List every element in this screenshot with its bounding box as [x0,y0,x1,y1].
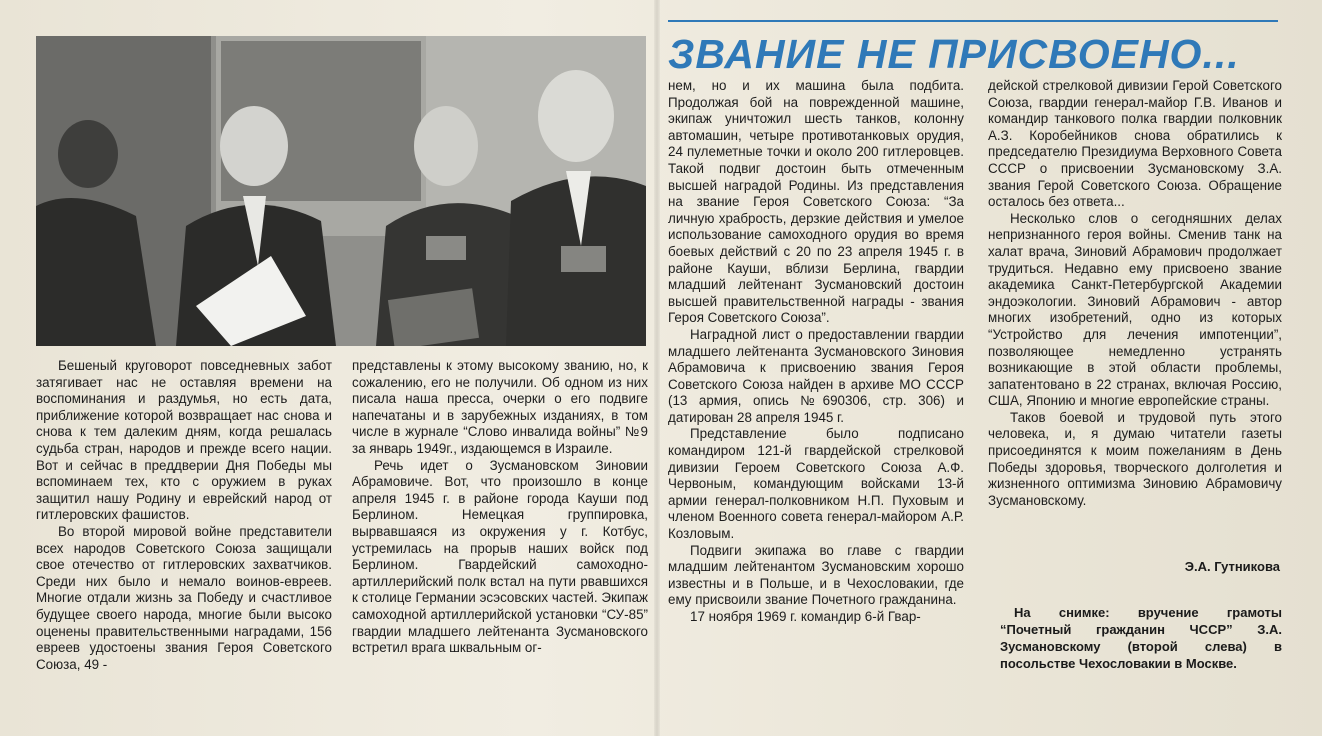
column-1 [36,358,332,688]
paragraph: Наградной лист о предоставлении гвардии младшего лейтенанта Зусмановского Зиновия Абрамовича к присвоению звания Героя Советского Союза найден в архиве МО СССР (13 армия, опись №690306, стр. 306) и датирован 28 апреля 1945 г. [668,326,964,425]
paragraph: Подвиги экипажа во главе с гвардии младшим лейтенантом Зусмановским хорошо известны и в Польше, и в Чехословакии, где ему присвоили звание Почетного гражданина. [668,542,964,608]
paragraph: нем, но и их машина была подбита. Продолжая бой на поврежденной машине, экипаж уничтожил шесть танков, колонну автомашин, четыре противотанковых орудия, 24 пулеметные точки и около 200 гитлеровцев. Такой подвиг достоин быть отмеченным высшей наградой Родины. Из представления на звание Героя Советского Союза: “За личную храбрость, дерзкие действия и умелое использование самоходного орудия во время боевых действий с 20 по 23 апреля 1945 г. в районе Кауши, вблизи Берлина, гвардии младший лейтенант Зусмановский достоин высшей правительственной награды - звания Героя Советского Союза”. [668,78,964,326]
column-2 [352,358,648,688]
column-3 [668,78,964,690]
paragraph: дейской стрелковой дивизии Герой Советского Союза, гвардии генерал-майор Г.В. Иванов и командир танкового полка гвардии полковник А.З. Коробейников снова обратились к председателю Президиума Верховного Совета СССР о присвоении Зусмановскому З.А. звания Герой Советского Союза. Обращение осталось без ответа... [988,78,1282,210]
article-photo [36,36,646,346]
top-rule [668,20,1278,22]
column-4 [988,78,1282,538]
paragraph: Несколько слов о сегодняшних делах непризнанного героя войны. Сменив танк на халат врача, Зиновий Абрамович продолжает трудиться. Недавно ему присвоено звание академика Санкт-Петербургской Академии эндоэкологии. Зиновий Абрамович - автор многих изобретений, одно из которых “Устройство для лечения импотенции”, позволяющее немедленно устранять возникающие в этой области проблемы, запатентовано в 22 странах, включая Россию, США, Японию и многие европейские страны. [988,210,1282,409]
paragraph: представлены к этому высокому званию, но, к сожалению, его не получили. Об одном из них писала наша пресса, очерки о его подвиге напечатаны и в зарубежных изданиях, в том числе в журнале “Слово инвалида войны” №9 за январь 1949г., издающемся в Израиле. [352,358,648,456]
photo-caption: На снимке: вручение грамоты “Почетный гражданин ЧССР” З.А. Зусмановскому (второй слева) в посольстве Чехословакии в Москве. [1000,605,1282,671]
paragraph: 17 ноября 1969 г. командир 6-й Гвар- [690,609,921,624]
paper-fold [654,0,660,736]
headline: ЗВАНИЕ НЕ ПРИСВОЕНО... [668,31,1240,77]
paragraph: Таков боевой и трудовой путь этого человека, и, я думаю читатели газеты присоединятся к моим пожеланиям в День Победы здоровья, творческого долголетия и жизненного оптимизма Зиновию Абрамовичу Зусмановскому. [988,409,1282,508]
paragraph: Во второй мировой войне представители всех народов Советского Союза защищали свое отечество от гитлеровских захватчиков. Среди них было и немало воинов-евреев. Многие отдали жизнь за Победу и счастливое будущее своего народа, многие были высоко оценены правительственными наградами, 156 евреев удостоены звания Героя Советского Союза, 49 - [36,523,332,672]
paragraph: Представление было подписано командиром 121-й гвардейской стрелковой дивизии Героем Советского Союза А.Ф. Червоным, командующим войсками 13-й армии генерал-полковником Н.П. Пуховым и членом Военного совета генерал-майором А.Р. Козловым. [668,426,964,542]
paragraph: Бешеный круговорот повседневных забот затягивает нас не оставляя времени на воспоминания и раздумья, но есть дата, приближение которой возвращает нас снова и снова к тем далеким дням, когда решалась судьба стран, народов и прежде всего нации. Вот и сейчас в преддверии Дня Победы мы вспоминаем тех, кто с оружием в руках защитил нашу Родину и еврейский народ от гитлеровских фашистов. [36,358,332,523]
author-signature: Э.А. Гутникова [1184,559,1280,574]
paragraph: Речь идет о Зусмановском Зиновии Абрамовиче. Вот, что произошло в конце апреля 1945 г. в районе города Кауши под Берлином. Немецкая группировка, вырвавшаяся из окружения у г. Котбус, устремилась на прорыв наших войск под Берлином. Гвардейский самоходно-артиллерийский полк встал на пути рвавшихся к столице Германии эсэсовских частей. Экипаж самоходной артиллерийской установки “СУ-85” гвардии младшего лейтенанта Зусмановского встретил врага шквальным ог- [352,457,648,656]
